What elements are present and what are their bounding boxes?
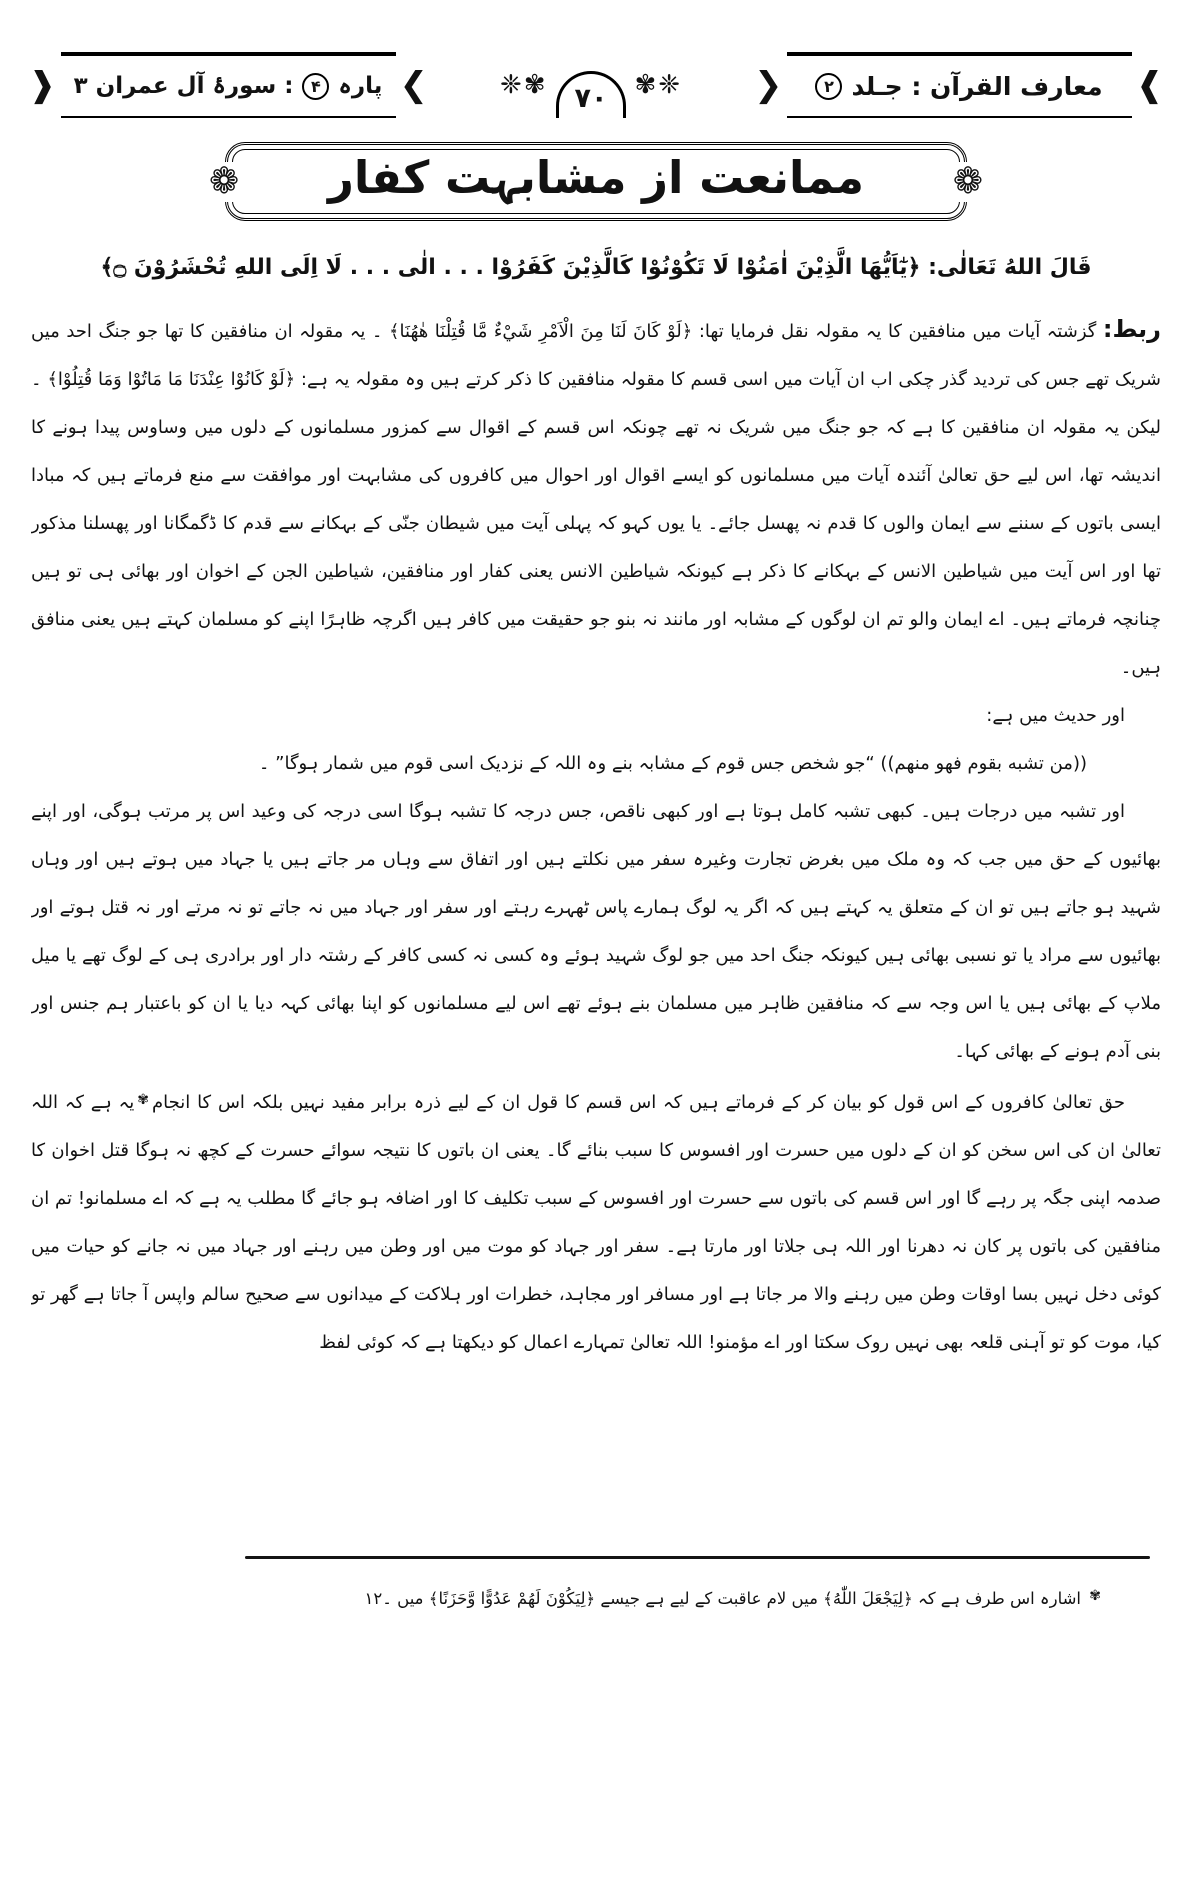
para-number-badge: ۴ [302, 73, 329, 100]
header-divider-ornament-icon: ❮ [754, 65, 783, 105]
footnote-text: اشارہ اس طرف ہے کہ ﴿لِيَجْعَلَ اللّٰهُ﴾ میں لام عاقبت کے لیے ہے جیسے ﴿لِيَكُوْنَ لَهُمْ عَدُوًّا وَّحَزَنًا﴾ میں ۔۱۲ [364, 1589, 1082, 1608]
commentary-body [31, 305, 1161, 1535]
rabt-lead-word: ربط: [1102, 315, 1161, 344]
flourish-right-icon: ❈✾ [634, 70, 683, 100]
header-divider-ornament2-icon: ❯ [399, 65, 428, 105]
page-header [28, 52, 1164, 118]
rabt-paragraph-text: گزشتہ آیات میں منافقین کا یہ مقولہ نقل فرمایا تھا: ﴿لَوْ كَانَ لَنَا مِنَ الْاَمْرِ شَيْءٌ مَّا قُتِلْنَا هٰهُنَا﴾ ۔ یہ مقولہ ان منافقین کا تھا جو جنگ احد میں شریک تھے جس کی تردید گذر چکی اب ان آیات میں اسی قسم کا مقولہ منافقین کا ذکر کرتے ہیں وہ مقولہ یہ ہے: ﴿لَوْ كَانُوْا عِنْدَنَا مَا مَاتُوْا وَمَا قُتِلُوْا﴾ ۔ لیکن یہ مقولہ ان منافقین کا ہے کہ جو جنگ میں شریک نہ تھے چونکہ اس قسم کے اقوال سے کمزور مسلمانوں کے دلوں میں وساوس پیدا ہونے کا اندیشہ تھا، اس لیے حق تعالیٰ آئندہ آیات میں مسلمانوں کو ایسے اقوال اور احوال میں کافروں کی مشابہت اور موافقت سے منع فرماتے ہیں کہ مبادا ایسی باتوں کے سننے سے ایمان والوں کا قدم نہ پھسل جائے۔ یا یوں کہو کہ پہلی آیت میں شیطان جنّی کے بہکانے سے قدم کا ڈگمگانا اور پھسلنا مذکور تھا اور اس آیت میں شیاطین الانس کے بہکانے کا ذکر ہے کیونکہ شیاطین الانس یعنی کفار اور منافقین، شیاطین الجن کے اخوان اور بھائی ہی تو ہیں چنانچہ فرماتے ہیں۔ اے ایمان والو تم ان لوگوں کے مشابہ اور مانند نہ بنو جو حقیقت میں کافر ہیں اگرچہ ظاہرًا اپنے کو مسلمان کہتے ہیں یعنی منافق ہیں۔ [31, 321, 1161, 679]
volume-number-badge: ۲ [815, 73, 842, 100]
footnote-reference-icon: ✾ [137, 1092, 149, 1109]
book-title-box [787, 52, 1132, 118]
book-title: معارف القرآن : جـلد [851, 71, 1103, 101]
hadith-intro-line: اور حدیث میں ہے: [986, 705, 1125, 727]
paragraph-tashabbuh: اور تشبہ میں درجات ہیں۔ کبھی تشبہ کامل ہوتا ہے اور کبھی ناقص، جس درجہ کا تشبہ ہوگا اسی درجہ کی وعید اس پر مرتب ہوگی، اور اپنے بھائیوں کے حق میں جب کہ وہ ملک میں بغرض تجارت وغیرہ سفر میں نکلتے ہیں اور اتفاق سے وہاں مر جاتے ہیں یا جہاد میں ہوتے ہیں اور وہاں شہید ہو جاتے ہیں تو ان کے متعلق یہ کہتے ہیں کہ اگر یہ لوگ ہمارے پاس ٹھہرے رہتے اور سفر اور جہاد میں نہ جاتے تو نہ مرتے اور نہ قتل ہوتے اور بھائیوں سے مراد یا تو نسبی بھائی ہیں کیونکہ جنگ احد میں جو لوگ شہید ہوئے وہ کسی نہ کسی کافر کے رشتہ دار اور برادری ہی کے لوگ تھے یا میل ملاپ کے بھائی ہیں یا اس وجہ سے کہ منافقین ظاہر میں مسلمان بنے ہوئے تھے اس لیے مسلمانوں کو اپنا بھائی کہہ دیا یا ان کو باعتبار ہم جنس اور بنی آدم ہونے کے بھائی کہا۔ [31, 801, 1161, 1063]
header-center-ornament [432, 52, 750, 118]
footnote-text-line [28, 1583, 1164, 1615]
header-end-ornament-right-icon: ❱ [1135, 65, 1164, 105]
conclusion-text-after-marker: یہ ہے کہ اللہ تعالیٰ ان کی اس سخن کو ان کے دلوں میں حسرت اور افسوس کا سبب بنائے گا۔ یعنی ان باتوں کا نتیجہ سوائے حسرت کے کچھ نہ ہوگا قتل اخوان کا صدمہ اپنی جگہ پر رہے گا اور اس قسم کی باتوں سے حسرت اور افسوس کے سبب تکلیف کا اور اضافہ ہو جائے گا مطلب یہ ہے کہ اے مسلمانو! تم ان منافقین کی باتوں پر کان نہ دھرنا اور اللہ ہی جلاتا اور مارتا ہے۔ سفر اور جہاد کو موت میں اور وطن میں رہنے اور جہاد میں نہ جانے کو حیات میں کوئی دخل نہیں بسا اوقات وطن میں رہنے والا مر جاتا ہے اور مسافر اور مجاہد، خطرات اور ہلاکت کے میدانوں سے صحیح سالم واپس آ جاتا ہے گھر تو کیا، موت کو تو آہنی قلعہ بھی نہیں روک سکتا اور اے مؤمنو! اللہ تعالیٰ تمہارے اعمال کو دیکھتا ہے کہ کوئی لفظ [31, 1092, 1161, 1354]
paragraph-rabt [31, 305, 1161, 692]
surah-label: : سورۂ آل عمران ۳ [73, 73, 294, 99]
page-number-frame [556, 71, 627, 118]
footnote-region [28, 1556, 1164, 1615]
paragraph-conclusion [31, 1076, 1161, 1367]
flourish-left-icon: ✾❈ [499, 70, 548, 100]
para-label: پارہ [338, 73, 383, 99]
quran-verse: قَالَ اللهُ تَعَالٰى: ﴿يٰٓاَيُّهَا الَّذِيْنَ اٰمَنُوْا لَا تَكُوْنُوْا كَالَّذِيْنَ كَفَرُوْا . . . الٰى . . . لَا اِلَى اللهِ تُحْشَرُوْنَ ۝﴾ [100, 255, 1092, 280]
header-end-ornament-left-icon: ❰ [28, 65, 57, 105]
conclusion-text-before-marker: حق تعالیٰ کافروں کے اس قول کو بیان کر کے فرماتے ہیں کہ اس قسم کا قول ان کے لیے ذرہ برابر مفید نہیں بلکہ اس کا انجام [151, 1092, 1125, 1114]
para-surah-box [61, 52, 396, 118]
section-title-frame [209, 142, 983, 221]
hadith-line: ((من تشبه بقوم فهو منهم)) “جو شخص جس قوم کے مشابہ بنے وہ اللہ کے نزدیک اسی قوم میں شمار ہوگا” ۔ [258, 753, 1087, 775]
floral-ornament-left-icon: ❁ [209, 160, 240, 202]
page-number: ۷۰ [574, 83, 608, 115]
footnote-marker-icon: ✾ [1089, 1588, 1101, 1604]
floral-ornament-right-icon: ❁ [952, 160, 983, 202]
section-title: ممانعت از مشابہت کفار [225, 142, 967, 221]
footnote-divider [245, 1556, 1150, 1559]
